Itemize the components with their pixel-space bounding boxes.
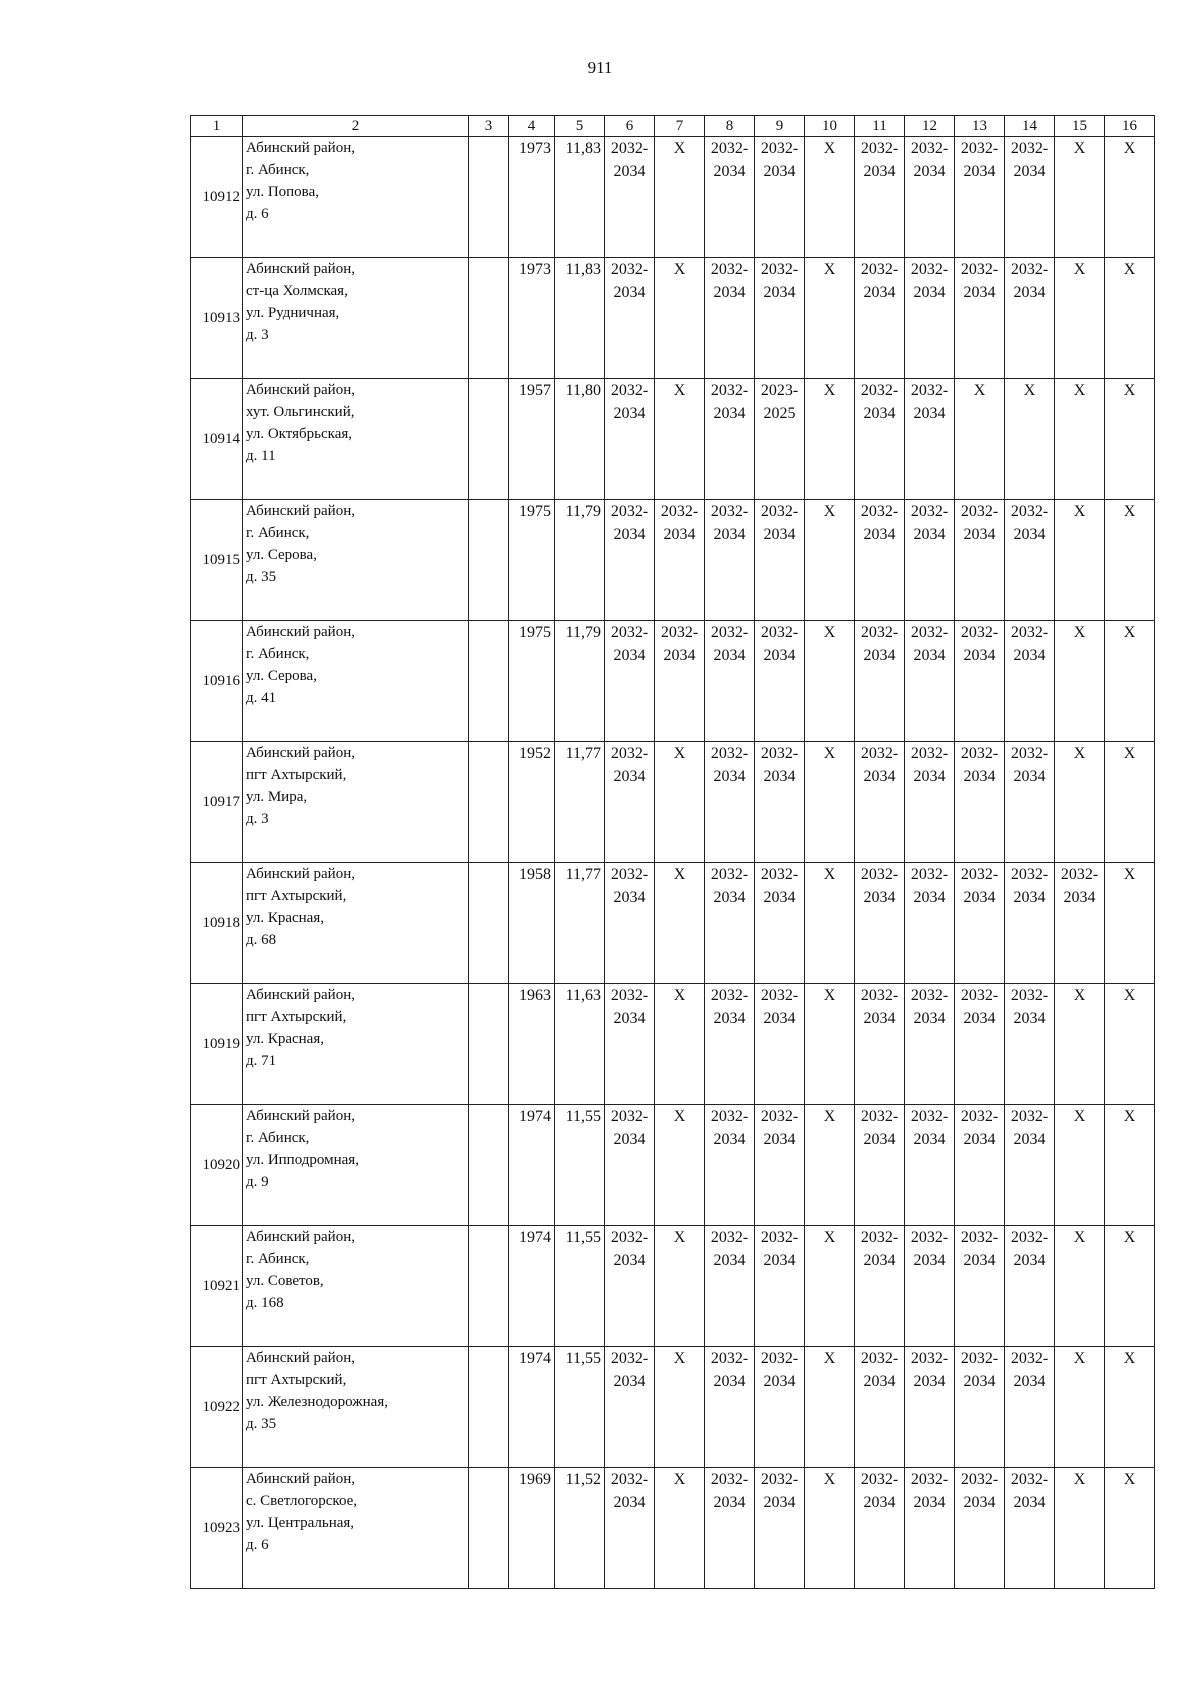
period-cell: X xyxy=(1055,1226,1105,1347)
object-id-cell: 10919 xyxy=(191,984,243,1105)
period-cell: X xyxy=(1055,258,1105,379)
address-line: д. 71 xyxy=(246,1053,277,1069)
address-line: д. 35 xyxy=(246,569,277,585)
period-cell: X xyxy=(1105,863,1155,984)
column-3-cell xyxy=(469,137,509,258)
period-cell: X xyxy=(1105,621,1155,742)
period-cell: 2032- 2034 xyxy=(855,621,905,742)
period-cell: 2032- 2034 xyxy=(855,742,905,863)
column-number-header: 15 xyxy=(1055,116,1105,137)
address-line: д. 9 xyxy=(246,1174,269,1190)
period-cell: X xyxy=(1105,1347,1155,1468)
period-cell: X xyxy=(1105,500,1155,621)
period-cell: 2032- 2034 xyxy=(755,1226,805,1347)
period-cell: 2032- 2034 xyxy=(1005,742,1055,863)
period-cell: X xyxy=(1105,1468,1155,1589)
period-cell: 2032- 2034 xyxy=(905,621,955,742)
period-cell: 2032- 2034 xyxy=(955,258,1005,379)
column-number-header: 16 xyxy=(1105,116,1155,137)
object-id-cell: 10920 xyxy=(191,1105,243,1226)
value-cell: 11,55 xyxy=(555,1226,605,1347)
period-cell: 2032- 2034 xyxy=(1005,621,1055,742)
address-cell xyxy=(243,984,469,1105)
period-cell: 2023- 2025 xyxy=(755,379,805,500)
column-number-header: 8 xyxy=(705,116,755,137)
period-cell: 2032- 2034 xyxy=(955,137,1005,258)
object-id-cell: 10913 xyxy=(191,258,243,379)
period-cell: 2032- 2034 xyxy=(705,1468,755,1589)
column-number-header: 7 xyxy=(655,116,705,137)
period-cell: 2032- 2034 xyxy=(755,258,805,379)
period-cell: 2032- 2034 xyxy=(855,258,905,379)
table-row xyxy=(191,379,1155,500)
period-cell: 2032- 2034 xyxy=(955,984,1005,1105)
column-number-header: 12 xyxy=(905,116,955,137)
address-line: г. Абинск, xyxy=(246,162,310,178)
period-cell: 2032- 2034 xyxy=(605,500,655,621)
object-id-cell: 10917 xyxy=(191,742,243,863)
period-cell: X xyxy=(1055,500,1105,621)
period-cell: 2032- 2034 xyxy=(605,621,655,742)
period-cell: X xyxy=(805,984,855,1105)
year-cell: 1975 xyxy=(509,621,555,742)
period-cell: X xyxy=(805,1468,855,1589)
address-line: Абинский район, xyxy=(246,1108,355,1124)
period-cell: X xyxy=(1105,137,1155,258)
period-cell: X xyxy=(805,137,855,258)
period-cell: X xyxy=(655,379,705,500)
period-cell: 2032- 2034 xyxy=(705,1347,755,1468)
period-cell: X xyxy=(805,258,855,379)
period-cell: 2032- 2034 xyxy=(955,500,1005,621)
address-line: Абинский район, xyxy=(246,745,355,761)
object-id-cell: 10912 xyxy=(191,137,243,258)
address-cell xyxy=(243,1105,469,1226)
address-line: хут. Ольгинский, xyxy=(246,404,355,420)
value-cell: 11,83 xyxy=(555,137,605,258)
period-cell: X xyxy=(1055,379,1105,500)
address-cell xyxy=(243,863,469,984)
object-id-cell: 10922 xyxy=(191,1347,243,1468)
period-cell: X xyxy=(655,1468,705,1589)
address-line: ст-ца Холмская, xyxy=(246,283,348,299)
period-cell: X xyxy=(1005,379,1055,500)
period-cell: 2032- 2034 xyxy=(605,379,655,500)
column-number-header: 4 xyxy=(509,116,555,137)
address-line: Абинский район, xyxy=(246,1229,355,1245)
column-number-header: 13 xyxy=(955,116,1005,137)
object-id-cell: 10915 xyxy=(191,500,243,621)
address-line: с. Светлогорское, xyxy=(246,1493,358,1509)
address-line: Абинский район, xyxy=(246,1471,355,1487)
address-line: Абинский район, xyxy=(246,261,355,277)
column-3-cell xyxy=(469,742,509,863)
object-id-cell: 10918 xyxy=(191,863,243,984)
address-line: Абинский район, xyxy=(246,140,355,156)
period-cell: X xyxy=(1105,1226,1155,1347)
table-row xyxy=(191,742,1155,863)
value-cell: 11,77 xyxy=(555,863,605,984)
period-cell: 2032- 2034 xyxy=(605,258,655,379)
period-cell: X xyxy=(655,1347,705,1468)
period-cell: 2032- 2034 xyxy=(655,621,705,742)
period-cell: X xyxy=(1055,1105,1105,1226)
address-line: д. 6 xyxy=(246,206,269,222)
period-cell: 2032- 2034 xyxy=(905,863,955,984)
period-cell: 2032- 2034 xyxy=(905,1226,955,1347)
period-cell: 2032- 2034 xyxy=(855,984,905,1105)
address-cell xyxy=(243,1468,469,1589)
address-line: ул. Октябрьская, xyxy=(246,426,353,442)
period-cell: 2032- 2034 xyxy=(905,1105,955,1226)
period-cell: 2032- 2034 xyxy=(705,258,755,379)
address-line: ул. Советов, xyxy=(246,1273,324,1289)
period-cell: X xyxy=(805,1105,855,1226)
period-cell: X xyxy=(1055,984,1105,1105)
period-cell: X xyxy=(805,621,855,742)
period-cell: 2032- 2034 xyxy=(905,137,955,258)
year-cell: 1963 xyxy=(509,984,555,1105)
address-line: ул. Ипподромная, xyxy=(246,1152,359,1168)
value-cell: 11,63 xyxy=(555,984,605,1105)
period-cell: 2032- 2034 xyxy=(705,621,755,742)
period-cell: 2032- 2034 xyxy=(755,863,805,984)
period-cell: 2032- 2034 xyxy=(605,1226,655,1347)
object-id-cell: 10916 xyxy=(191,621,243,742)
period-cell: 2032- 2034 xyxy=(705,137,755,258)
address-line: ул. Центральная, xyxy=(246,1515,355,1531)
period-cell: 2032- 2034 xyxy=(705,984,755,1105)
table-row xyxy=(191,984,1155,1105)
year-cell: 1974 xyxy=(509,1105,555,1226)
period-cell: 2032- 2034 xyxy=(605,863,655,984)
period-cell: 2032- 2034 xyxy=(855,137,905,258)
period-cell: 2032- 2034 xyxy=(755,500,805,621)
column-number-header: 2 xyxy=(243,116,469,137)
table-row xyxy=(191,621,1155,742)
address-line: пгт Ахтырский, xyxy=(246,767,347,783)
period-cell: 2032- 2034 xyxy=(905,984,955,1105)
address-cell xyxy=(243,500,469,621)
period-cell: X xyxy=(805,1226,855,1347)
period-cell: X xyxy=(655,1226,705,1347)
address-line: Абинский район, xyxy=(246,866,355,882)
period-cell: 2032- 2034 xyxy=(605,1347,655,1468)
column-number-header: 5 xyxy=(555,116,605,137)
table-row xyxy=(191,1347,1155,1468)
object-id-cell: 10914 xyxy=(191,379,243,500)
period-cell: X xyxy=(805,742,855,863)
period-cell: X xyxy=(1105,1105,1155,1226)
address-line: пгт Ахтырский, xyxy=(246,1372,347,1388)
value-cell: 11,77 xyxy=(555,742,605,863)
address-cell xyxy=(243,379,469,500)
column-number-header: 6 xyxy=(605,116,655,137)
address-line: д. 3 xyxy=(246,327,269,343)
page-number: 911 xyxy=(587,58,613,77)
period-cell: X xyxy=(655,984,705,1105)
address-cell xyxy=(243,742,469,863)
table-row xyxy=(191,258,1155,379)
value-cell: 11,79 xyxy=(555,500,605,621)
address-line: ул. Попова, xyxy=(246,184,319,200)
period-cell: X xyxy=(1055,137,1105,258)
column-number-header: 11 xyxy=(855,116,905,137)
column-3-cell xyxy=(469,379,509,500)
value-cell: 11,83 xyxy=(555,258,605,379)
year-cell: 1957 xyxy=(509,379,555,500)
period-cell: 2032- 2034 xyxy=(1005,1226,1055,1347)
period-cell: 2032- 2034 xyxy=(905,379,955,500)
period-cell: 2032- 2034 xyxy=(755,984,805,1105)
period-cell: 2032- 2034 xyxy=(905,500,955,621)
year-cell: 1974 xyxy=(509,1347,555,1468)
address-line: ул. Серова, xyxy=(246,547,317,563)
column-number-header: 9 xyxy=(755,116,805,137)
column-number-row xyxy=(191,116,1155,137)
period-cell: X xyxy=(1055,1347,1105,1468)
address-line: ул. Мира, xyxy=(246,789,308,805)
period-cell: 2032- 2034 xyxy=(1055,863,1105,984)
period-cell: 2032- 2034 xyxy=(1005,500,1055,621)
table-row xyxy=(191,1468,1155,1589)
address-cell xyxy=(243,137,469,258)
column-3-cell xyxy=(469,984,509,1105)
address-cell xyxy=(243,1226,469,1347)
period-cell: X xyxy=(1055,1468,1105,1589)
period-cell: X xyxy=(655,1105,705,1226)
period-cell: 2032- 2034 xyxy=(855,1226,905,1347)
table-row xyxy=(191,137,1155,258)
column-3-cell xyxy=(469,1226,509,1347)
period-cell: X xyxy=(1105,258,1155,379)
period-cell: 2032- 2034 xyxy=(855,1468,905,1589)
period-cell: X xyxy=(805,500,855,621)
address-line: ул. Серова, xyxy=(246,668,317,684)
period-cell: X xyxy=(1105,984,1155,1105)
period-cell: 2032- 2034 xyxy=(755,1105,805,1226)
column-number-header: 10 xyxy=(805,116,855,137)
period-cell: X xyxy=(1055,621,1105,742)
period-cell: 2032- 2034 xyxy=(855,500,905,621)
table-row xyxy=(191,500,1155,621)
period-cell: 2032- 2034 xyxy=(855,379,905,500)
period-cell: X xyxy=(805,379,855,500)
period-cell: 2032- 2034 xyxy=(1005,1105,1055,1226)
address-line: Абинский район, xyxy=(246,624,355,640)
period-cell: 2032- 2034 xyxy=(755,1347,805,1468)
period-cell: 2032- 2034 xyxy=(755,621,805,742)
address-line: д. 41 xyxy=(246,690,277,706)
period-cell: 2032- 2034 xyxy=(905,1347,955,1468)
period-cell: 2032- 2034 xyxy=(705,863,755,984)
object-id-cell: 10923 xyxy=(191,1468,243,1589)
period-cell: X xyxy=(805,863,855,984)
address-line: г. Абинск, xyxy=(246,1130,310,1146)
period-cell: 2032- 2034 xyxy=(1005,984,1055,1105)
address-line: Абинский район, xyxy=(246,503,355,519)
period-cell: 2032- 2034 xyxy=(605,1105,655,1226)
period-cell: 2032- 2034 xyxy=(1005,1347,1055,1468)
address-line: Абинский район, xyxy=(246,987,355,1003)
year-cell: 1969 xyxy=(509,1468,555,1589)
period-cell: 2032- 2034 xyxy=(605,1468,655,1589)
period-cell: 2032- 2034 xyxy=(605,742,655,863)
column-3-cell xyxy=(469,258,509,379)
table-row xyxy=(191,863,1155,984)
address-cell xyxy=(243,258,469,379)
column-number-header: 14 xyxy=(1005,116,1055,137)
period-cell: 2032- 2034 xyxy=(955,1468,1005,1589)
column-3-cell xyxy=(469,863,509,984)
period-cell: 2032- 2034 xyxy=(605,984,655,1105)
period-cell: 2032- 2034 xyxy=(1005,863,1055,984)
column-3-cell xyxy=(469,500,509,621)
value-cell: 11,55 xyxy=(555,1347,605,1468)
address-cell xyxy=(243,621,469,742)
address-line: д. 168 xyxy=(246,1295,284,1311)
address-line: г. Абинск, xyxy=(246,646,310,662)
period-cell: 2032- 2034 xyxy=(605,137,655,258)
period-cell: 2032- 2034 xyxy=(755,1468,805,1589)
value-cell: 11,80 xyxy=(555,379,605,500)
period-cell: 2032- 2034 xyxy=(755,742,805,863)
address-cell xyxy=(243,1347,469,1468)
year-cell: 1974 xyxy=(509,1226,555,1347)
period-cell: X xyxy=(655,137,705,258)
address-line: г. Абинск, xyxy=(246,1251,310,1267)
period-cell: 2032- 2034 xyxy=(855,1105,905,1226)
period-cell: 2032- 2034 xyxy=(705,742,755,863)
address-line: Абинский район, xyxy=(246,382,355,398)
period-cell: 2032- 2034 xyxy=(1005,1468,1055,1589)
period-cell: 2032- 2034 xyxy=(755,137,805,258)
period-cell: X xyxy=(655,863,705,984)
period-cell: 2032- 2034 xyxy=(1005,258,1055,379)
period-cell: 2032- 2034 xyxy=(1005,137,1055,258)
period-cell: X xyxy=(655,258,705,379)
period-cell: 2032- 2034 xyxy=(955,621,1005,742)
column-number-header: 3 xyxy=(469,116,509,137)
period-cell: 2032- 2034 xyxy=(855,863,905,984)
column-3-cell xyxy=(469,1105,509,1226)
address-line: д. 11 xyxy=(246,448,276,464)
year-cell: 1975 xyxy=(509,500,555,621)
address-line: Абинский район, xyxy=(246,1350,355,1366)
object-id-cell: 10921 xyxy=(191,1226,243,1347)
value-cell: 11,79 xyxy=(555,621,605,742)
period-cell: X xyxy=(1105,742,1155,863)
period-cell: 2032- 2034 xyxy=(705,500,755,621)
address-line: д. 68 xyxy=(246,932,277,948)
period-cell: 2032- 2034 xyxy=(955,742,1005,863)
period-cell: X xyxy=(805,1347,855,1468)
period-cell: 2032- 2034 xyxy=(955,1226,1005,1347)
column-3-cell xyxy=(469,1468,509,1589)
address-line: д. 3 xyxy=(246,811,269,827)
period-cell: 2032- 2034 xyxy=(705,1105,755,1226)
period-cell: 2032- 2034 xyxy=(705,1226,755,1347)
address-line: пгт Ахтырский, xyxy=(246,888,347,904)
table-row xyxy=(191,1105,1155,1226)
year-cell: 1958 xyxy=(509,863,555,984)
address-line: пгт Ахтырский, xyxy=(246,1009,347,1025)
period-cell: 2032- 2034 xyxy=(655,500,705,621)
address-line: д. 35 xyxy=(246,1416,277,1432)
address-line: ул. Железнодорожная, xyxy=(246,1394,388,1410)
period-cell: X xyxy=(655,742,705,863)
column-number-header: 1 xyxy=(191,116,243,137)
year-cell: 1973 xyxy=(509,258,555,379)
period-cell: X xyxy=(1055,742,1105,863)
address-line: г. Абинск, xyxy=(246,525,310,541)
address-line: д. 6 xyxy=(246,1537,269,1553)
period-cell: 2032- 2034 xyxy=(905,258,955,379)
address-line: ул. Красная, xyxy=(246,910,324,926)
period-cell: 2032- 2034 xyxy=(955,1347,1005,1468)
registry-table xyxy=(190,115,1155,1589)
year-cell: 1973 xyxy=(509,137,555,258)
value-cell: 11,55 xyxy=(555,1105,605,1226)
table-body xyxy=(191,116,1155,1589)
address-line: ул. Рудничная, xyxy=(246,305,340,321)
period-cell: 2032- 2034 xyxy=(855,1347,905,1468)
column-3-cell xyxy=(469,621,509,742)
period-cell: X xyxy=(955,379,1005,500)
period-cell: 2032- 2034 xyxy=(955,1105,1005,1226)
year-cell: 1952 xyxy=(509,742,555,863)
period-cell: 2032- 2034 xyxy=(955,863,1005,984)
period-cell: 2032- 2034 xyxy=(905,1468,955,1589)
period-cell: X xyxy=(1105,379,1155,500)
period-cell: 2032- 2034 xyxy=(905,742,955,863)
address-line: ул. Красная, xyxy=(246,1031,324,1047)
table-row xyxy=(191,1226,1155,1347)
period-cell: 2032- 2034 xyxy=(705,379,755,500)
value-cell: 11,52 xyxy=(555,1468,605,1589)
column-3-cell xyxy=(469,1347,509,1468)
